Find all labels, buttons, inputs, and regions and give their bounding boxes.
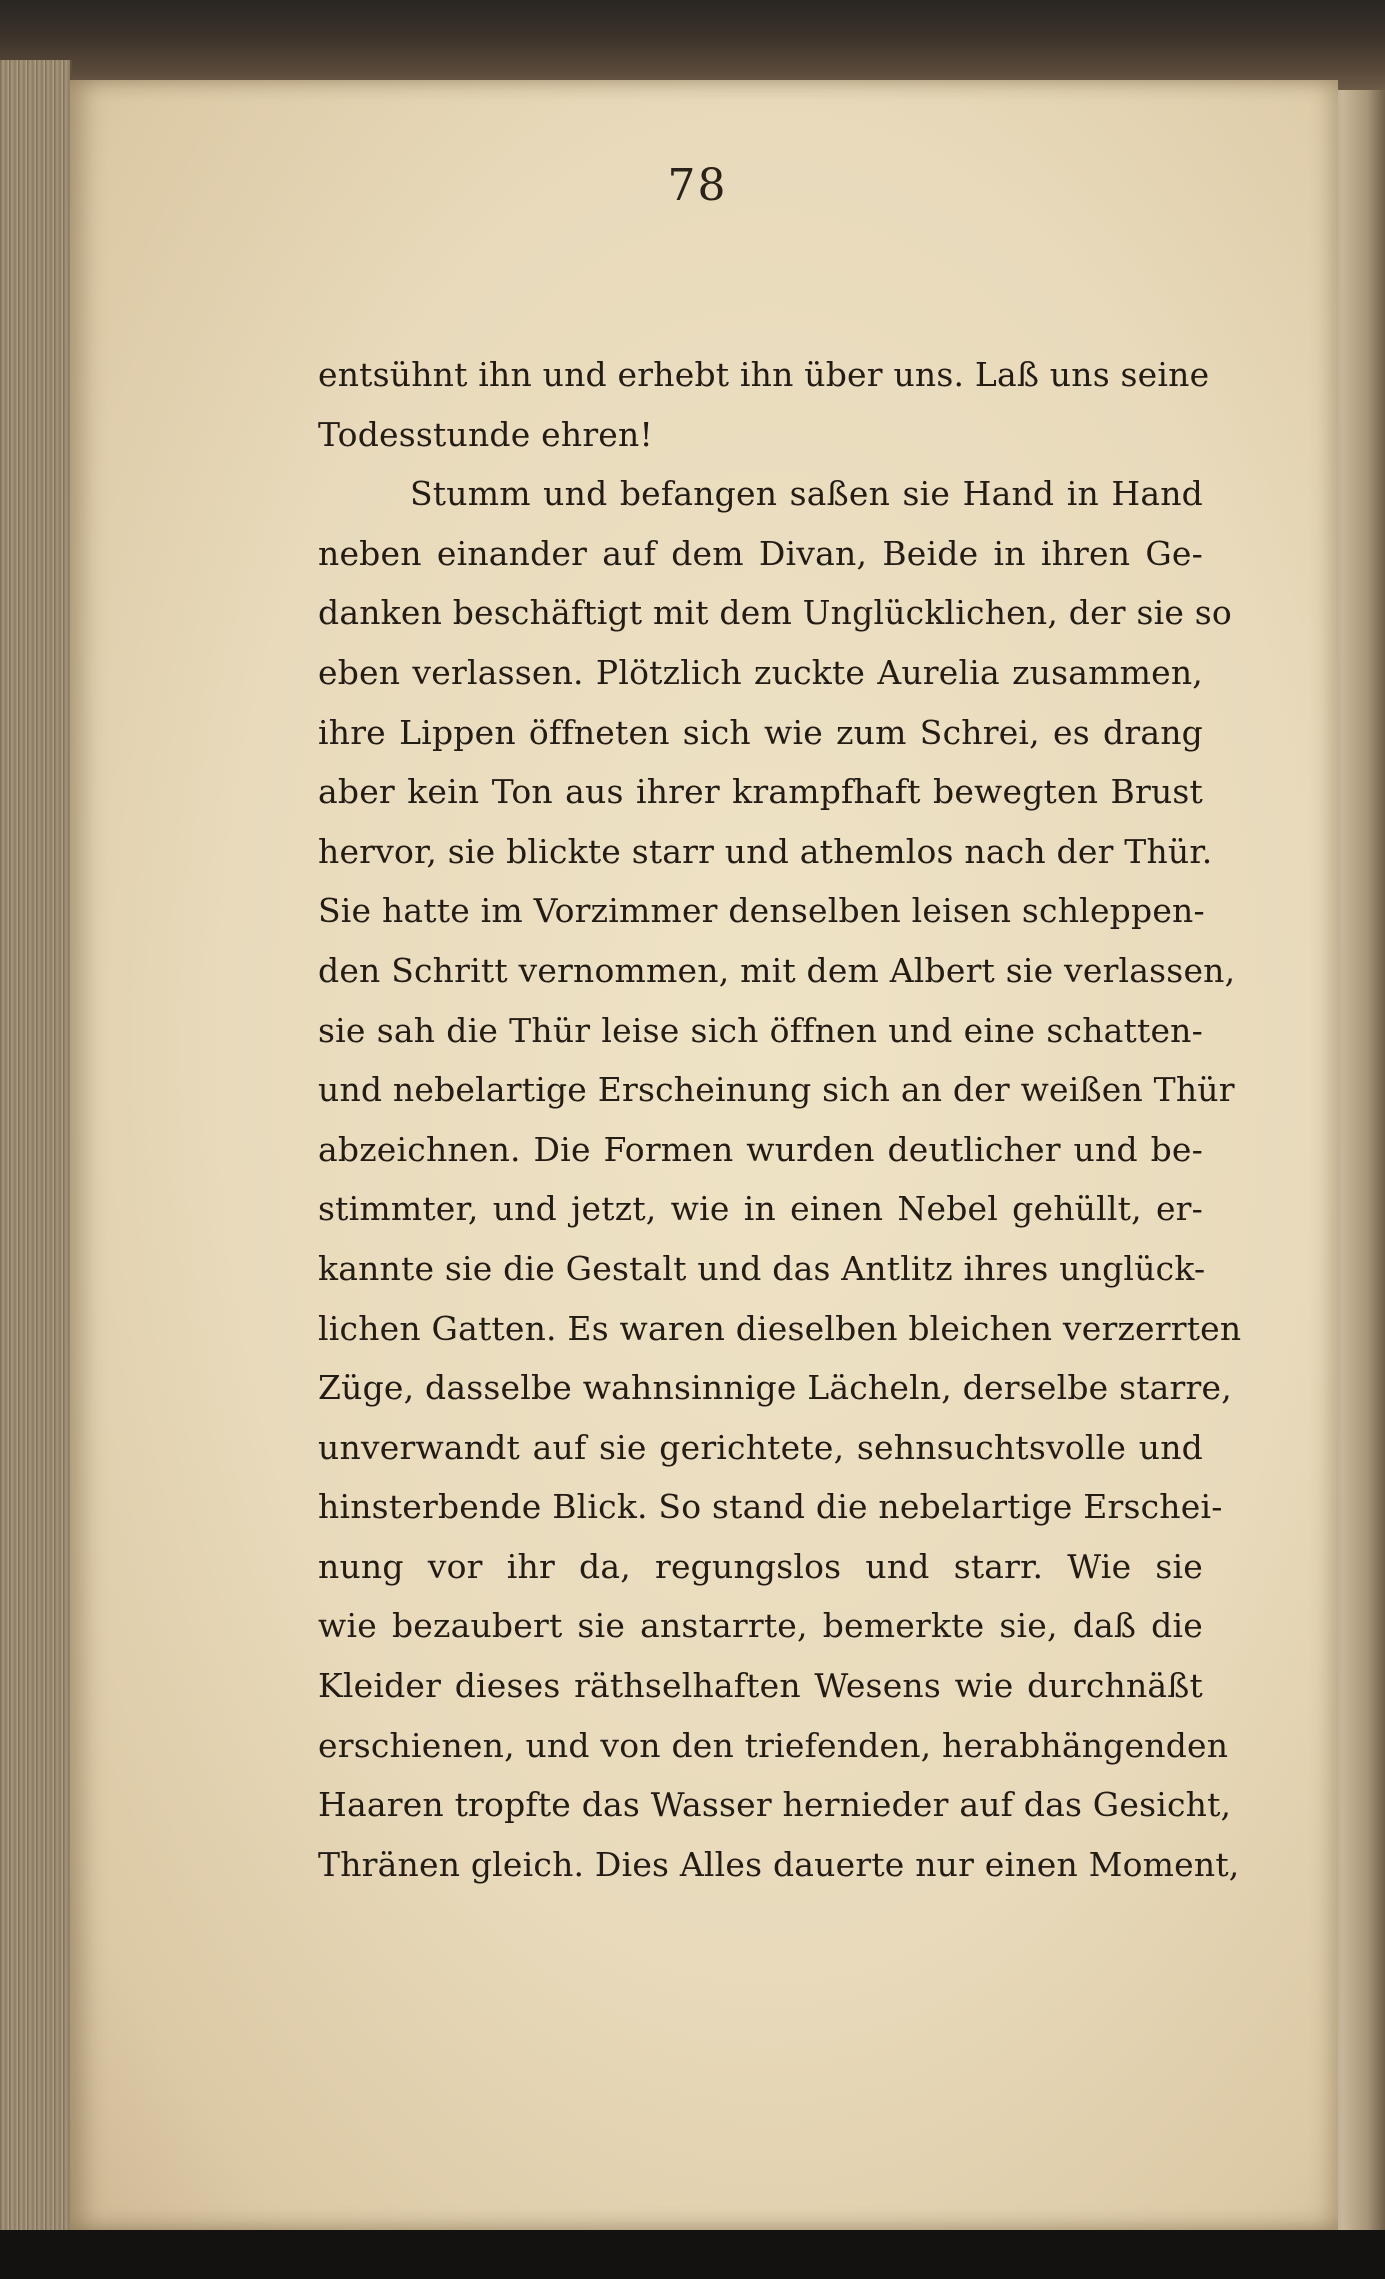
text-line: Züge, dasselbe wahnsinnige Lächeln, derselbe starre, <box>318 1368 1232 1408</box>
text-line: Thränen gleich. Dies Alles dauerte nur einen Moment, <box>318 1844 1240 1884</box>
text-line: Kleider dieses räthselhaften Wesens wie durchnäßt <box>318 1666 1203 1706</box>
text-line: nung vor ihr da, regungslos und starr. Wie sie <box>318 1546 1203 1586</box>
text-line: neben einander auf dem Divan, Beide in ihren Ge- <box>318 533 1203 573</box>
text-line: danken beschäftigt mit dem Unglücklichen, der sie so <box>318 593 1232 633</box>
text-line: ihre Lippen öffneten sich wie zum Schrei, es drang <box>318 712 1203 752</box>
text-line: erschienen, und von den triefenden, herabhängenden <box>318 1725 1229 1765</box>
text-line: Sie hatte im Vorzimmer denselben leisen schleppen- <box>318 891 1205 931</box>
text-line: aber kein Ton aus ihrer krampfhaft bewegten Brust <box>318 772 1203 812</box>
text-line: Todesstunde ehren! <box>318 414 653 454</box>
text-line: entsühnt ihn und erhebt ihn über uns. Laß uns seine <box>318 355 1210 394</box>
text-line: kannte sie die Gestalt und das Antlitz ihres unglück- <box>318 1248 1206 1288</box>
text-line: und nebelartige Erscheinung sich an der weißen Thür <box>318 1070 1235 1110</box>
text-line: lichen Gatten. Es waren dieselben bleichen verzerrten <box>318 1308 1242 1348</box>
scan-background-bottom <box>0 2230 1385 2279</box>
text-line: abzeichnen. Die Formen wurden deutlicher und be- <box>318 1129 1203 1169</box>
page-number: 78 <box>667 160 728 211</box>
text-line: den Schritt vernommen, mit dem Albert sie verlassen, <box>318 950 1236 990</box>
text-line: hinsterbende Blick. So stand die nebelartige Erschei- <box>318 1487 1223 1527</box>
text-line: Stumm und befangen saßen sie Hand in Hand <box>410 474 1203 514</box>
body-text <box>318 345 1242 1894</box>
text-line: unverwandt auf sie gerichtete, sehnsuchtsvolle und <box>318 1427 1203 1467</box>
text-line: stimmter, und jetzt, wie in einen Nebel gehüllt, er- <box>318 1189 1203 1229</box>
text-line: hervor, sie blickte starr und athemlos nach der Thür. <box>318 831 1213 871</box>
text-line: Haaren tropfte das Wasser hernieder auf das Gesicht, <box>318 1785 1232 1825</box>
page-stack-left-edge <box>0 60 72 2230</box>
book-binding-top <box>0 0 1385 90</box>
text-line: eben verlassen. Plötzlich zuckte Aurelia zusammen, <box>318 652 1203 692</box>
text-line: sie sah die Thür leise sich öffnen und eine schatten- <box>318 1010 1203 1050</box>
text-line: wie bezaubert sie anstarrte, bemerkte sie, daß die <box>318 1606 1203 1646</box>
